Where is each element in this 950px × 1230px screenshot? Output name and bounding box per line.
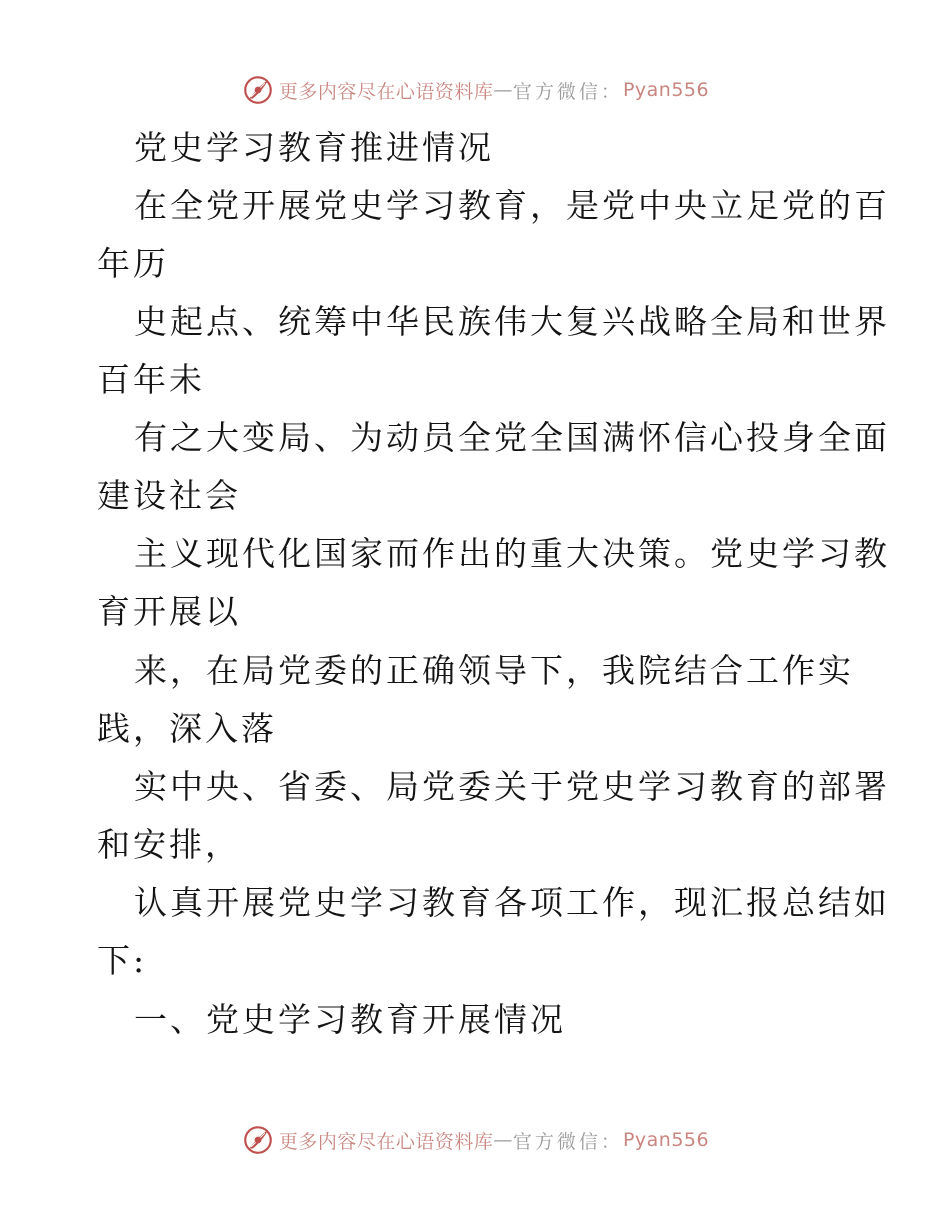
body-line: 建设社会 — [97, 476, 241, 515]
watermark-dash: — — [493, 79, 513, 101]
watermark-label: 官方微信： — [512, 80, 623, 103]
watermark-wechat-id: Pyan556 — [622, 79, 710, 101]
body-line: 实中央、省委、局党委关于党史学习教育的部署 — [134, 767, 890, 806]
watermark-dash: — — [493, 1129, 513, 1151]
watermark-promo-text: 更多内容尽在心语资料库 — [278, 1130, 494, 1153]
body-line: 认真开展党史学习教育各项工作，现汇报总结如 — [134, 883, 890, 922]
watermark-footer — [0, 1120, 950, 1160]
body-line: 在全党开展党史学习教育，是党中央立足党的百 — [134, 186, 890, 225]
body-line: 践，深入落 — [97, 709, 277, 748]
watermark-label: 官方微信： — [512, 1130, 623, 1153]
body-line: 史起点、统筹中华民族伟大复兴战略全局和世界 — [134, 302, 890, 341]
body-line: 和安排， — [97, 825, 241, 864]
body-line: 百年未 — [97, 360, 205, 399]
body-line: 育开展以 — [97, 592, 241, 631]
quill-seal-icon — [241, 1123, 275, 1157]
document-title: 党史学习教育推进情况 — [134, 128, 494, 167]
watermark-wechat-id: Pyan556 — [622, 1129, 710, 1151]
body-line: 主义现代化国家而作出的重大决策。党史学习教 — [134, 534, 890, 573]
body-line: 年历 — [97, 244, 169, 283]
body-line: 有之大变局、为动员全党全国满怀信心投身全面 — [134, 418, 890, 457]
section-heading: 一、党史学习教育开展情况 — [134, 1000, 566, 1039]
watermark-promo-text: 更多内容尽在心语资料库 — [278, 80, 494, 103]
body-line: 来，在局党委的正确领导下，我院结合工作实 — [134, 651, 854, 690]
body-line: 下: — [97, 941, 148, 980]
